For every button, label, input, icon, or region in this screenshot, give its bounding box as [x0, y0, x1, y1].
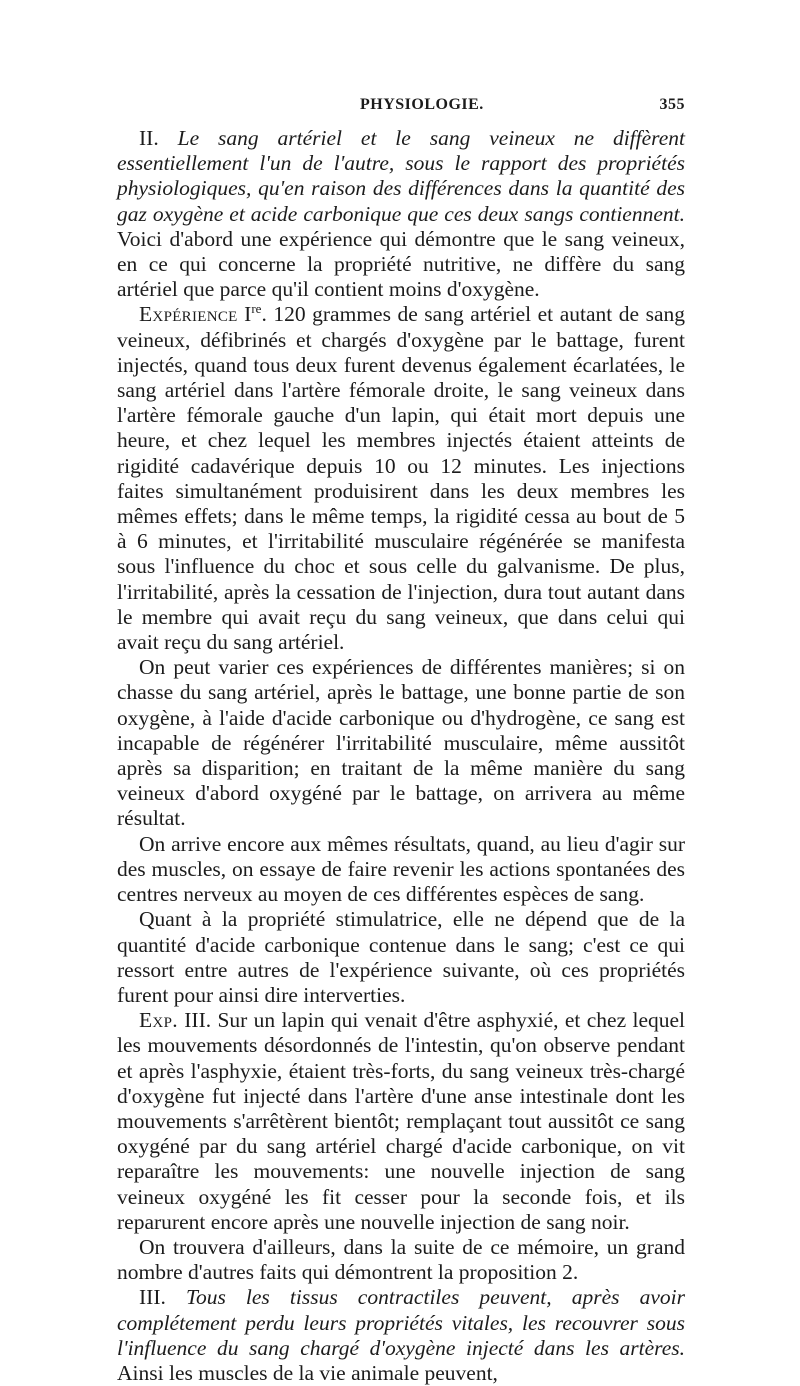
experiment-number: I [244, 302, 252, 327]
paragraph-text: Voici d'abord une expérience qui démontre que le sang veineux, en ce qui concerne la propriété nutritive, ne diffère du sang artériel que parce qu'il contient moins d'oxygène. [117, 226, 685, 302]
paragraph-nerve-centers [117, 832, 685, 908]
running-title: PHYSIOLOGIE. [360, 96, 484, 113]
page-number: 355 [659, 96, 685, 113]
paragraph-variations [117, 655, 685, 831]
paragraph-further-facts [117, 1235, 685, 1285]
paragraph-text: On trouvera d'ailleurs, dans la suite de ce mémoire, un grand nombre d'autres faits qui démontrent la proposition 2. [117, 1234, 685, 1285]
paragraph-text: . 120 grammes de sang artériel et autant de sang veineux, défibrinés et chargés d'oxygène par le battage, furent injectés, quand tous deux furent devenus également écarlatées, le sang artériel dans l'artère fémorale droite, le sang veineux dans l'artère fémorale gauche d'un lapin, qui était mort depuis une heure, et chez lequel les membres injectés étaient atteints de rigidité cadavérique depuis 10 ou 12 minutes. Les injections faites simultanément produisirent dans les deux membres les mêmes effets; dans le même temps, la rigidité cessa au bout de 5 à 6 minutes, et l'irritabilité musculaire régénérée se manifesta sous l'influence du choc et sous celle du galvanisme. De plus, l'irritabilité, après la cessation de l'injection, dura tout autant dans le membre qui avait reçu du sang veineux, que dans celui qui avait reçu du sang artériel. [117, 302, 685, 655]
running-head [117, 96, 685, 120]
paragraph-experiment-1 [117, 302, 685, 655]
paragraph-proposition-3 [117, 1285, 685, 1386]
proposition-number: III. [139, 1285, 166, 1310]
experiment-number: III. [184, 1008, 212, 1033]
proposition-statement: Tous les tissus contractiles peuvent, après avoir complétement perdu leurs propriétés vitales, les recouvrer sous l'influence du sang chargé d'oxygène injecté dans les artères. [117, 1285, 685, 1360]
experiment-label: Expérience [139, 302, 238, 327]
paragraph-text: Ainsi les muscles de la vie animale peuvent, [117, 1360, 498, 1385]
paragraph-text: Sur un lapin qui venait d'être asphyxié, et chez lequel les mouvements désordonnés de l'intestin, qu'on observe pendant et après l'asphyxie, étaient très-forts, du sang veineux très-chargé d'oxygène fut injecté dans l'artère d'une anse intestinale dont les mouvements s'arrêtèrent bientôt; remplaçant tout aussitôt ce sang oxygéné par du sang artériel chargé d'acide carbonique, on vit reparaître les mouvements: une nouvelle injection de sang veineux oxygéné les fit cesser pour la seconde fois, et ils reparurent encore après une nouvelle injection de sang noir. [117, 1008, 686, 1234]
proposition-statement: Le sang artériel et le sang veineux ne diffèrent essentiellement l'un de l'autre, sous le rapport des propriétés physiologiques, qu'en raison des différences dans la quantité des gaz oxygène et acide carbonique que ces deux sangs contiennent. [117, 126, 686, 226]
experiment-number-suffix: re [251, 301, 262, 317]
proposition-number: II. [139, 126, 159, 150]
paragraph-text: Quant à la propriété stimulatrice, elle ne dépend que de la quantité d'acide carbonique contenue dans le sang; c'est ce qui ressort entre autres de l'expérience suivante, où ces propriétés furent pour ainsi dire interverties. [117, 907, 685, 1007]
body-text [117, 126, 685, 1386]
paragraph-stimulating-property [117, 907, 685, 1008]
paragraph-proposition-2 [117, 126, 685, 302]
experiment-label: Exp. [139, 1008, 178, 1033]
book-page [117, 96, 685, 1386]
paragraph-text: On peut varier ces expériences de différentes manières; si on chasse du sang artériel, après le battage, une bonne partie de son oxygène, à l'aide d'acide carbonique ou d'hydrogène, ce sang est incapable de régénérer l'irritabilité musculaire, même aussitôt après sa disparition; en traitant de la même manière du sang veineux d'abord oxygéné par le battage, on arrivera au même résultat. [117, 655, 685, 831]
paragraph-experiment-3 [117, 1008, 685, 1235]
paragraph-text: On arrive encore aux mêmes résultats, quand, au lieu d'agir sur des muscles, on essaye de faire revenir les actions spontanées des centres nerveux au moyen de ces différentes espèces de sang. [117, 831, 685, 907]
